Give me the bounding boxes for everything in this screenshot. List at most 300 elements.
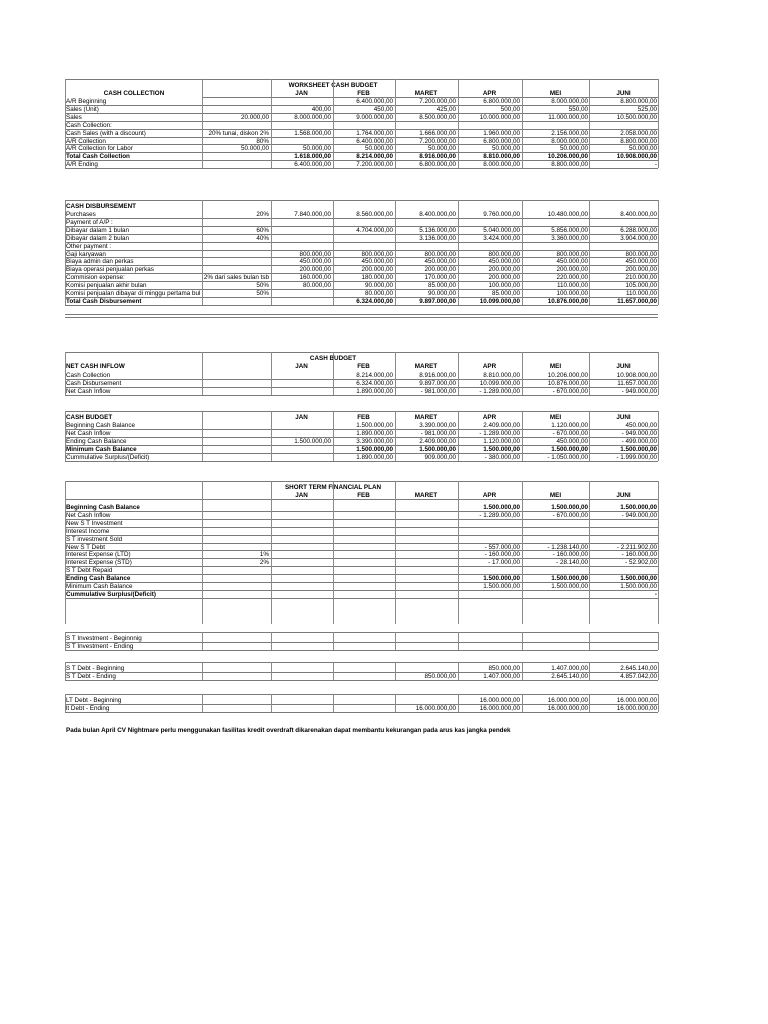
value-cell[interactable]: - 160.000,00 [552, 551, 588, 559]
column-divider [333, 694, 334, 712]
value-cell[interactable]: 1.500.000,00 [551, 445, 588, 453]
value-cell[interactable]: 8.810.000,00 [483, 372, 520, 379]
value-cell[interactable]: 3.360.000,00 [551, 234, 588, 242]
value-cell[interactable]: 8.916.000,00 [419, 153, 456, 161]
value-cell[interactable]: - 670.000,00 [552, 429, 588, 437]
value-cell[interactable]: 1.500.000,00 [620, 504, 657, 511]
value-cell[interactable]: 525,00 [637, 105, 657, 113]
value-cell[interactable]: 2.058.000,00 [620, 129, 657, 137]
value-cell[interactable]: 6.400.000,00 [356, 98, 393, 105]
value-cell[interactable]: 800.000,00 [299, 250, 331, 258]
column-divider [589, 352, 590, 395]
value-cell[interactable]: 550,00 [568, 105, 588, 113]
row-label[interactable]: Dibayar dalam 1 bulan [66, 226, 130, 234]
value-cell[interactable]: - 670.000,00 [552, 511, 588, 519]
value-cell[interactable]: 85.000,00 [427, 282, 456, 290]
row-label[interactable]: Cash Sales (with a discount) [66, 129, 146, 137]
row-label[interactable]: Biaya admin dan perkas [66, 258, 134, 266]
month-header[interactable]: APR [482, 414, 497, 421]
row-label[interactable]: Ending Cash Balance [66, 575, 131, 583]
month-header[interactable]: MEI [549, 492, 562, 499]
value-cell[interactable]: 8.800.000,00 [551, 161, 588, 169]
row-label[interactable]: Komisi penjualan akhir bulan [66, 282, 147, 290]
row-label[interactable]: Purchases [66, 211, 96, 218]
value-cell[interactable]: 8.000.000,00 [551, 98, 588, 105]
value-cell[interactable]: 850.000,00 [424, 672, 456, 680]
value-cell[interactable]: 8.810.000,00 [483, 153, 520, 161]
row-label[interactable]: Cummulative Surplus/(Deficit) [66, 590, 156, 598]
value-cell[interactable]: 450.000,00 [424, 258, 456, 266]
value-cell[interactable]: 11.000.000,00 [548, 113, 588, 121]
value-cell[interactable]: 1.500.000,00 [551, 575, 588, 583]
row-divider [65, 305, 658, 306]
value-cell[interactable]: 8.000.000,00 [294, 113, 331, 121]
value-cell[interactable]: 1.500.000,00 [620, 445, 657, 453]
value-cell[interactable]: 10.480.000,00 [547, 211, 588, 218]
row-label[interactable]: S T investment Sold [66, 535, 123, 543]
row-note[interactable]: 1% [259, 551, 269, 559]
value-cell[interactable]: 90.000,00 [427, 290, 456, 297]
value-cell[interactable]: 200.000,00 [488, 266, 520, 274]
row-label[interactable]: A/R Collection [66, 137, 106, 145]
row-label[interactable]: Gaji karyawan [66, 250, 106, 258]
value-cell[interactable]: - 949.000,00 [621, 511, 657, 519]
value-cell[interactable]: 1.120.000,00 [551, 422, 588, 429]
value-cell[interactable]: - [654, 590, 657, 598]
row-label[interactable]: Interest Expense (LTD) [66, 551, 131, 559]
row-note[interactable]: 50% [256, 282, 269, 290]
value-cell[interactable]: 3.424.000,00 [483, 234, 520, 242]
value-cell[interactable]: 800.000,00 [361, 250, 393, 258]
row-label[interactable]: A/R Ending [66, 161, 98, 169]
value-cell[interactable]: 1.500.000,00 [356, 445, 393, 453]
value-cell[interactable]: 50.000,00 [302, 145, 331, 153]
column-divider [395, 79, 396, 168]
value-cell[interactable]: 1.568.000,00 [294, 129, 331, 137]
column-divider [658, 694, 659, 712]
row-divider [65, 499, 658, 500]
value-cell[interactable]: 200.000,00 [625, 266, 657, 274]
value-cell[interactable]: 10.099.000,00 [479, 297, 520, 305]
value-cell[interactable]: - 1.289.000,00 [479, 429, 520, 437]
row-divider [65, 168, 658, 169]
row-label[interactable]: Sales (Unit) [66, 105, 99, 113]
row-label[interactable]: Interest Income [66, 527, 110, 535]
value-cell[interactable]: 450.000,00 [299, 258, 331, 266]
column-divider [522, 352, 523, 395]
value-cell[interactable]: 10.908.000,00 [616, 153, 657, 161]
value-cell[interactable]: - 499.000,00 [621, 437, 657, 445]
value-cell[interactable]: 50.000,00 [427, 145, 456, 153]
value-cell[interactable]: 5.136.000,00 [419, 226, 456, 234]
value-cell[interactable]: 1.960.000,00 [483, 129, 520, 137]
value-cell[interactable]: 8.500.000,00 [419, 113, 456, 121]
row-label[interactable]: Cash Collection: [66, 121, 112, 129]
month-header[interactable]: MEI [549, 414, 562, 421]
value-cell[interactable]: 6.400.000,00 [356, 137, 393, 145]
value-cell[interactable]: - 981.000,00 [420, 429, 456, 437]
row-note[interactable]: 2% [259, 559, 269, 567]
value-cell[interactable]: 1.618.000,00 [294, 153, 331, 161]
value-cell[interactable]: 100.000,00 [488, 282, 520, 290]
column-divider [589, 411, 590, 461]
value-cell[interactable]: 3.136.000,00 [419, 234, 456, 242]
row-label[interactable]: Dibayar dalam 2 bulan [66, 234, 130, 242]
row-note[interactable]: 50% [256, 290, 269, 297]
value-cell[interactable]: 50.000,00 [559, 145, 588, 153]
column-divider [589, 632, 590, 650]
value-cell[interactable]: 50.000,00 [491, 145, 520, 153]
value-cell[interactable]: - 17.000,00 [488, 559, 520, 567]
value-cell[interactable]: 1.407.000,00 [551, 665, 588, 672]
column-divider [658, 662, 659, 680]
value-cell[interactable]: - 160.000,00 [621, 551, 657, 559]
row-label[interactable]: S T Debt Repaid [66, 567, 113, 575]
value-cell[interactable]: 850.000,00 [488, 665, 520, 672]
row-note[interactable]: 20% tunai, diskon 2% [208, 129, 269, 137]
value-cell[interactable]: 1.500.000,00 [620, 575, 657, 583]
value-cell[interactable]: 16.000.000,00 [547, 704, 588, 712]
row-note[interactable]: 20% [256, 211, 269, 218]
section-title[interactable]: CASH COLLECTION [103, 90, 165, 97]
value-cell[interactable]: 6.800.000,00 [483, 137, 520, 145]
value-cell[interactable]: 105.000,00 [625, 282, 657, 290]
column-divider [522, 200, 523, 305]
row-note[interactable]: 40% [256, 234, 269, 242]
value-cell[interactable]: 16.000.000,00 [616, 704, 657, 712]
value-cell[interactable]: 800.000,00 [488, 250, 520, 258]
value-cell[interactable]: 10.500.000,00 [616, 113, 657, 121]
value-cell[interactable]: 200.000,00 [361, 266, 393, 274]
row-divider [65, 317, 658, 318]
column-divider [395, 481, 396, 624]
value-cell[interactable]: 9.897.000,00 [419, 379, 456, 387]
value-cell[interactable]: 6.400.000,00 [294, 161, 331, 169]
value-cell[interactable]: 450.000,00 [625, 422, 657, 429]
row-label[interactable]: S T Investment - Beginnnig [66, 635, 142, 642]
column-divider [458, 200, 459, 305]
value-cell[interactable]: 450,00 [373, 105, 393, 113]
value-cell[interactable]: 6.324.000,00 [356, 297, 393, 305]
row-label[interactable]: A/R Beginning [66, 98, 107, 105]
value-cell[interactable]: 1.500.000,00 [551, 583, 588, 590]
value-cell[interactable]: - 557.000,00 [484, 543, 520, 551]
value-cell[interactable]: 10.908.000,00 [616, 372, 657, 379]
value-cell[interactable]: 450.000,00 [556, 258, 588, 266]
value-cell[interactable]: 6.324.000,00 [356, 379, 393, 387]
value-cell[interactable]: 110.000,00 [556, 282, 588, 290]
value-cell[interactable]: 8.800.000,00 [620, 137, 657, 145]
value-cell[interactable]: - [654, 161, 657, 169]
value-cell[interactable]: - 2.211.902,00 [616, 543, 657, 551]
row-label[interactable]: Sales [66, 113, 82, 121]
value-cell[interactable]: 10.000.000,00 [479, 113, 520, 121]
column-divider [522, 79, 523, 168]
row-label[interactable]: lt Debt - Ending [66, 704, 110, 712]
value-cell[interactable]: 8.800.000,00 [620, 98, 657, 105]
value-cell[interactable]: 1.764.000,00 [356, 129, 393, 137]
value-cell[interactable]: 1.666.000,00 [419, 129, 456, 137]
column-divider [522, 662, 523, 680]
value-cell[interactable]: 100.000,00 [556, 290, 588, 297]
value-cell[interactable]: 450.000,00 [625, 258, 657, 266]
month-header[interactable]: JAN [295, 414, 308, 421]
worksheet-title[interactable]: WORKSHEET CASH BUDGET [288, 82, 378, 89]
value-cell[interactable]: - 1.999.000,00 [616, 453, 657, 461]
value-cell[interactable]: 800.000,00 [556, 250, 588, 258]
value-cell[interactable]: 8.214.000,00 [356, 153, 393, 161]
month-header[interactable]: FEB [357, 414, 370, 421]
value-cell[interactable]: - 670.000,00 [552, 387, 588, 395]
column-divider [458, 632, 459, 650]
column-divider [395, 352, 396, 395]
value-cell[interactable]: - 380.000,00 [484, 453, 520, 461]
value-cell[interactable]: 1.890.000,00 [356, 387, 393, 395]
value-cell[interactable]: 2.409.000,00 [483, 422, 520, 429]
row-note[interactable]: 80% [256, 137, 269, 145]
value-cell[interactable]: 4.704.000,00 [356, 226, 393, 234]
value-cell[interactable]: 1.500.000,00 [419, 445, 456, 453]
value-cell[interactable]: 1.500.000,00 [620, 583, 657, 590]
month-header[interactable]: JUNI [616, 414, 631, 421]
month-header[interactable]: MARET [414, 363, 438, 370]
value-cell[interactable]: 5.856.000,00 [551, 226, 588, 234]
row-label[interactable]: LT Debt - Beginning [66, 697, 122, 704]
row-note[interactable]: 20.000,00 [240, 113, 269, 121]
row-label[interactable]: Biaya operasi penjualan perkas [66, 266, 154, 274]
value-cell[interactable]: - 949.000,00 [621, 387, 657, 395]
month-header[interactable]: MARET [414, 90, 438, 97]
month-header[interactable]: MEI [549, 363, 562, 370]
column-divider [458, 481, 459, 624]
value-cell[interactable]: 210.000,00 [625, 274, 657, 282]
column-divider [522, 411, 523, 461]
value-cell[interactable]: 8.400.000,00 [620, 211, 657, 218]
value-cell[interactable]: 9.000.000,00 [356, 113, 393, 121]
value-cell[interactable]: 16.000.000,00 [479, 704, 520, 712]
value-cell[interactable]: 10.206.000,00 [547, 153, 588, 161]
month-header[interactable]: MARET [414, 414, 438, 421]
row-label[interactable]: Net Cash Inflow [66, 387, 111, 395]
value-cell[interactable]: - 981.000,00 [420, 387, 456, 395]
column-divider [271, 411, 272, 461]
column-divider [522, 694, 523, 712]
value-cell[interactable]: 200.000,00 [556, 266, 588, 274]
row-label[interactable]: Minimum Cash Balance [66, 583, 133, 590]
value-cell[interactable]: 50.000,00 [628, 145, 657, 153]
row-label[interactable]: New S T Investment [66, 519, 123, 527]
row-divider [65, 352, 658, 353]
row-label[interactable]: Total Cash Collection [66, 153, 130, 161]
row-label[interactable]: S T Debt - Ending [66, 672, 116, 680]
month-header[interactable]: JUNI [616, 492, 631, 499]
value-cell[interactable]: 220.000,00 [556, 274, 588, 282]
value-cell[interactable]: 1.500.000,00 [551, 504, 588, 511]
value-cell[interactable]: 450.000,00 [361, 258, 393, 266]
value-cell[interactable]: 16.000.000,00 [547, 697, 588, 704]
value-cell[interactable]: 110.000,00 [625, 290, 657, 297]
row-label[interactable]: New S T Debt [66, 543, 105, 551]
month-header[interactable]: APR [482, 363, 497, 370]
value-cell[interactable]: 909.000,00 [424, 453, 456, 461]
value-cell[interactable]: 1.407.000,00 [483, 672, 520, 680]
column-divider [658, 352, 659, 395]
value-cell[interactable]: 170.000,00 [424, 274, 456, 282]
value-cell[interactable]: 16.000.000,00 [479, 697, 520, 704]
value-cell[interactable]: 1.500.000,00 [483, 575, 520, 583]
value-cell[interactable]: 85.000,00 [491, 290, 520, 297]
row-label[interactable]: Other payment : [66, 242, 112, 250]
section-title[interactable]: CASH BUDGET [66, 414, 113, 421]
value-cell[interactable]: 3.904.000,00 [620, 234, 657, 242]
row-divider [65, 650, 658, 651]
row-label[interactable]: Total Cash Disbursement [66, 297, 142, 305]
value-cell[interactable]: 10.876.000,00 [547, 297, 588, 305]
row-note[interactable]: 50.000,00 [240, 145, 269, 153]
value-cell[interactable]: 1.500.000,00 [483, 504, 520, 511]
value-cell[interactable]: 11.657.000,00 [617, 379, 657, 387]
value-cell[interactable]: 11.657.000,00 [617, 297, 657, 305]
value-cell[interactable]: 6.800.000,00 [419, 161, 456, 169]
row-note[interactable]: 60% [256, 226, 269, 234]
value-cell[interactable]: 50.000,00 [364, 145, 393, 153]
financial-plan-title[interactable]: SHORT TERM FINANCIAL PLAN [284, 484, 382, 491]
value-cell[interactable]: 200.000,00 [424, 266, 456, 274]
column-divider [658, 632, 659, 650]
month-header[interactable]: FEB [357, 492, 370, 499]
value-cell[interactable]: 6.800.000,00 [483, 98, 520, 105]
value-cell[interactable]: 6.288.000,00 [620, 226, 657, 234]
month-header[interactable]: JAN [295, 90, 308, 97]
value-cell[interactable]: 8.400.000,00 [419, 211, 456, 218]
row-label[interactable]: Beginning Cash Balance [66, 422, 135, 429]
value-cell[interactable]: 500,00 [500, 105, 520, 113]
value-cell[interactable]: 2.645.140,00 [551, 672, 588, 680]
value-cell[interactable]: 1.500.000,00 [294, 437, 331, 445]
section-title[interactable]: NET CASH INFLOW [66, 363, 125, 370]
value-cell[interactable]: 8.560.000,00 [356, 211, 393, 218]
value-cell[interactable]: 80.000,00 [302, 282, 331, 290]
row-label[interactable]: S T Debt - Beginning [66, 665, 125, 672]
value-cell[interactable]: 1.500.000,00 [483, 445, 520, 453]
month-header[interactable]: JAN [295, 492, 308, 499]
column-divider [271, 352, 272, 395]
month-header[interactable]: MEI [549, 90, 562, 97]
row-label[interactable]: Net Cash Inflow [66, 429, 111, 437]
value-cell[interactable]: 9.760.000,00 [483, 211, 520, 218]
value-cell[interactable]: 2.156.000,00 [551, 129, 588, 137]
value-cell[interactable]: 8.916.000,00 [419, 372, 456, 379]
value-cell[interactable]: - 160.000,00 [484, 551, 520, 559]
month-header[interactable]: APR [482, 90, 497, 97]
row-label[interactable]: Commision expense: [66, 274, 125, 282]
column-divider [202, 694, 203, 712]
value-cell[interactable]: 800.000,00 [625, 250, 657, 258]
value-cell[interactable]: 9.897.000,00 [419, 297, 456, 305]
row-label[interactable]: Cummulative Surplus/(Deficit) [66, 453, 150, 461]
value-cell[interactable]: 8.000.000,00 [483, 161, 520, 169]
value-cell[interactable]: 7.200.000,00 [419, 98, 456, 105]
value-cell[interactable]: 200.000,00 [299, 266, 331, 274]
value-cell[interactable]: 7.200.000,00 [356, 161, 393, 169]
value-cell[interactable]: 450.000,00 [488, 258, 520, 266]
value-cell[interactable]: 425,00 [436, 105, 456, 113]
value-cell[interactable]: 16.000.000,00 [616, 697, 657, 704]
row-label[interactable]: Payment of A/P : [66, 218, 113, 226]
value-cell[interactable]: - 52.902,00 [625, 559, 657, 567]
row-label[interactable]: Komisi penjualan dibayar di minggu pertama bul [66, 290, 201, 297]
row-note[interactable]: 2% dari sales bulan tsb [203, 274, 269, 282]
value-cell[interactable]: 400,00 [311, 105, 331, 113]
value-cell[interactable]: 8.000.000,00 [551, 137, 588, 145]
value-cell[interactable]: - 28.140,00 [556, 559, 588, 567]
cash-budget-title[interactable]: CASH BUDGET [309, 355, 357, 362]
month-header[interactable]: APR [482, 492, 497, 499]
value-cell[interactable]: - 1.050.000,00 [547, 453, 588, 461]
value-cell[interactable]: 180.000,00 [361, 274, 393, 282]
value-cell[interactable]: 1.500.000,00 [356, 422, 393, 429]
section-title[interactable]: CASH DISBURSEMENT [66, 203, 136, 210]
row-label[interactable]: Minimum Cash Balance [66, 445, 137, 453]
month-header[interactable]: JUNI [616, 90, 631, 97]
row-label[interactable]: Beginning Cash Balance [66, 504, 140, 511]
value-cell[interactable]: - 1.289.000,00 [479, 387, 520, 395]
month-header[interactable]: JUNI [616, 363, 631, 370]
value-cell[interactable]: 3.390.000,00 [356, 437, 393, 445]
value-cell[interactable]: 2.645.140,00 [620, 665, 657, 672]
value-cell[interactable]: 90.000,00 [364, 282, 393, 290]
row-divider [65, 680, 658, 681]
value-cell[interactable]: 10.876.000,00 [547, 379, 588, 387]
value-cell[interactable]: 80.000,00 [364, 290, 393, 297]
value-cell[interactable]: 3.390.000,00 [419, 422, 456, 429]
value-cell[interactable]: - 1.289.000,00 [479, 511, 520, 519]
value-cell[interactable]: 2.409.000,00 [419, 437, 456, 445]
month-header[interactable]: FEB [357, 90, 370, 97]
value-cell[interactable]: 5.040.000,00 [483, 226, 520, 234]
row-label[interactable]: S T Investment - Ending [66, 642, 134, 650]
row-label[interactable]: A/R Collection for Labor [66, 145, 133, 153]
value-cell[interactable]: 160.000,00 [299, 274, 331, 282]
value-cell[interactable]: - 949.000,00 [621, 429, 657, 437]
value-cell[interactable]: 450.000,00 [556, 437, 588, 445]
value-cell[interactable]: 200.000,00 [488, 274, 520, 282]
value-cell[interactable]: 1.890.000,00 [356, 453, 393, 461]
value-cell[interactable]: 7.200.000,00 [419, 137, 456, 145]
row-label[interactable]: Cash Disbursement [66, 379, 122, 387]
value-cell[interactable]: 10.099.000,00 [479, 379, 520, 387]
row-label[interactable]: Cash Collection [66, 372, 111, 379]
value-cell[interactable]: 800.000,00 [424, 250, 456, 258]
month-header[interactable]: JAN [295, 363, 308, 370]
value-cell[interactable]: 7.840.000,00 [294, 211, 331, 218]
month-header[interactable]: FEB [357, 363, 370, 370]
row-divider [65, 79, 658, 80]
value-cell[interactable]: 8.214.000,00 [356, 372, 393, 379]
row-label[interactable]: Ending Cash Balance [66, 437, 127, 445]
value-cell[interactable]: 1.120.000,00 [483, 437, 520, 445]
value-cell[interactable]: 16.000.000,00 [415, 704, 456, 712]
month-header[interactable]: MARET [414, 492, 438, 499]
value-cell[interactable]: 1.500.000,00 [483, 583, 520, 590]
row-label[interactable]: Net Cash Inflow [66, 511, 111, 519]
value-cell[interactable]: 4.857.042,00 [620, 672, 657, 680]
row-label[interactable]: Interest Expense (STD) [66, 559, 132, 567]
value-cell[interactable]: 1.890.000,00 [356, 429, 393, 437]
value-cell[interactable]: - 1.238.140,00 [547, 543, 588, 551]
footnote: Pada bulan April CV Nightmare perlu menggunakan fasilitas kredit overdraft dikarenakan dapat membantu kekurangan pada arus kas jangka pendek [66, 727, 511, 734]
value-cell[interactable]: 10.206.000,00 [547, 372, 588, 379]
